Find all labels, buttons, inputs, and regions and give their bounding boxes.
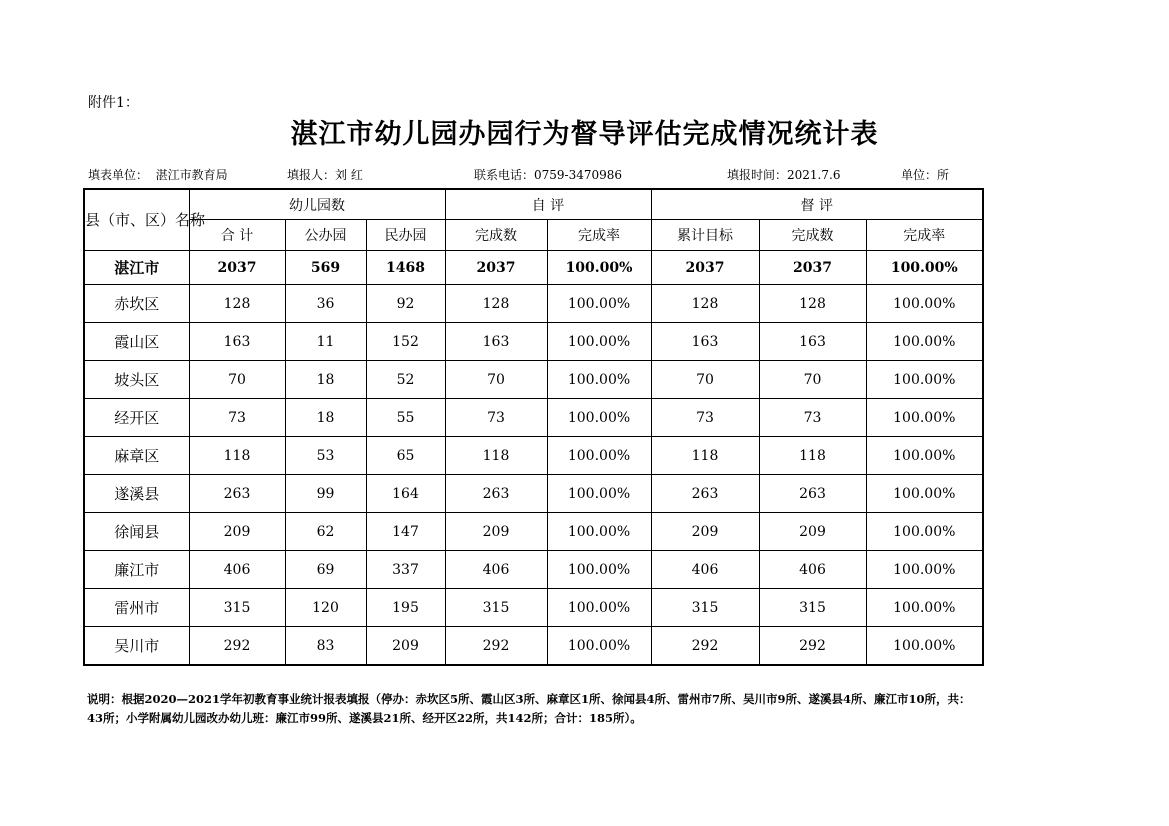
- total-cell: 209: [189, 513, 285, 551]
- private-cell: 152: [366, 323, 445, 361]
- supervision-rate-cell: 100.00%: [866, 551, 983, 589]
- self-rate-cell: 100.00%: [547, 399, 651, 437]
- public-cell: 36: [285, 285, 366, 323]
- self-done-cell: 209: [445, 513, 547, 551]
- supervision-rate-cell: 100.00%: [866, 437, 983, 475]
- target-cell: 406: [651, 551, 759, 589]
- supervision-done-cell: 209: [759, 513, 866, 551]
- self-evaluation-header: 自 评: [445, 189, 651, 220]
- public-cell: 99: [285, 475, 366, 513]
- supervision-done-header: 完成数: [759, 220, 866, 251]
- self-rate-cell: 100.00%: [547, 285, 651, 323]
- total-header: 合 计: [189, 220, 285, 251]
- public-header: 公办园: [285, 220, 366, 251]
- attachment-label: 附件1：: [88, 95, 139, 111]
- table-row: [84, 437, 983, 475]
- county-name-cell: 经开区: [84, 399, 189, 437]
- fill-unit-label: 填表单位：: [88, 168, 149, 182]
- fill-unit: [88, 166, 228, 183]
- total-cell: 163: [189, 323, 285, 361]
- private-cell: 195: [366, 589, 445, 627]
- supervision-done-cell: 2037: [759, 251, 866, 285]
- county-name-cell: 吴川市: [84, 627, 189, 666]
- county-name-cell: 雷州市: [84, 589, 189, 627]
- private-cell: 52: [366, 361, 445, 399]
- header-row-groups: [84, 189, 983, 220]
- table-row: [84, 513, 983, 551]
- self-done-cell: 263: [445, 475, 547, 513]
- self-rate-cell: 100.00%: [547, 551, 651, 589]
- county-name-cell: 遂溪县: [84, 475, 189, 513]
- supervision-done-cell: 118: [759, 437, 866, 475]
- statistics-table: [83, 188, 984, 666]
- supervision-done-cell: 163: [759, 323, 866, 361]
- county-name-cell: 徐闻县: [84, 513, 189, 551]
- self-rate-cell: 100.00%: [547, 251, 651, 285]
- supervision-rate-cell: 100.00%: [866, 627, 983, 666]
- self-done-cell: 73: [445, 399, 547, 437]
- self-rate-header: 完成率: [547, 220, 651, 251]
- public-cell: 69: [285, 551, 366, 589]
- public-cell: 18: [285, 361, 366, 399]
- private-cell: 92: [366, 285, 445, 323]
- county-name-cell: 霞山区: [84, 323, 189, 361]
- contact-phone: [474, 166, 622, 183]
- total-cell: 406: [189, 551, 285, 589]
- target-cell: 263: [651, 475, 759, 513]
- supervision-rate-cell: 100.00%: [866, 251, 983, 285]
- private-cell: 164: [366, 475, 445, 513]
- supervision-done-cell: 70: [759, 361, 866, 399]
- total-cell: 70: [189, 361, 285, 399]
- supervision-evaluation-header: 督 评: [651, 189, 983, 220]
- self-done-header: 完成数: [445, 220, 547, 251]
- public-cell: 11: [285, 323, 366, 361]
- header-row-columns: [84, 220, 983, 251]
- private-cell: 65: [366, 437, 445, 475]
- table-row: [84, 285, 983, 323]
- supervision-rate-cell: 100.00%: [866, 399, 983, 437]
- target-header: 累计目标: [651, 220, 759, 251]
- target-cell: 73: [651, 399, 759, 437]
- contact-phone-label: 联系电话：: [474, 168, 535, 182]
- fill-time-label: 填报时间：: [727, 168, 788, 182]
- supervision-rate-cell: 100.00%: [866, 475, 983, 513]
- public-cell: 62: [285, 513, 366, 551]
- fill-unit-value: 湛江市教育局: [155, 168, 228, 182]
- county-name-cell: 湛江市: [84, 251, 189, 285]
- county-name-cell: 麻章区: [84, 437, 189, 475]
- measure-unit: [901, 166, 949, 183]
- table-row: [84, 399, 983, 437]
- target-cell: 2037: [651, 251, 759, 285]
- target-cell: 163: [651, 323, 759, 361]
- target-cell: 118: [651, 437, 759, 475]
- self-done-cell: 118: [445, 437, 547, 475]
- page-title: 湛江市幼儿园办园行为督导评估完成情况统计表: [290, 119, 879, 150]
- self-done-cell: 315: [445, 589, 547, 627]
- kindergarten-count-header: 幼儿园数: [189, 189, 445, 220]
- target-cell: 128: [651, 285, 759, 323]
- self-done-cell: 406: [445, 551, 547, 589]
- supervision-rate-cell: 100.00%: [866, 323, 983, 361]
- supervision-done-cell: 406: [759, 551, 866, 589]
- supervision-rate-cell: 100.00%: [866, 361, 983, 399]
- supervision-done-cell: 315: [759, 589, 866, 627]
- measure-unit-label: 单位：: [901, 168, 938, 182]
- self-done-cell: 70: [445, 361, 547, 399]
- self-rate-cell: 100.00%: [547, 323, 651, 361]
- supervision-done-cell: 73: [759, 399, 866, 437]
- table-row: [84, 361, 983, 399]
- target-cell: 70: [651, 361, 759, 399]
- filler-value: 刘 红: [335, 168, 363, 182]
- supervision-rate-cell: 100.00%: [866, 285, 983, 323]
- total-cell: 73: [189, 399, 285, 437]
- target-cell: 292: [651, 627, 759, 666]
- public-cell: 83: [285, 627, 366, 666]
- table-row: [84, 627, 983, 666]
- self-rate-cell: 100.00%: [547, 361, 651, 399]
- self-rate-cell: 100.00%: [547, 513, 651, 551]
- table-row: [84, 323, 983, 361]
- self-rate-cell: 100.00%: [547, 589, 651, 627]
- table-row: [84, 475, 983, 513]
- city-total-row: [84, 251, 983, 285]
- self-done-cell: 128: [445, 285, 547, 323]
- county-name-cell: 赤坎区: [84, 285, 189, 323]
- public-cell: 120: [285, 589, 366, 627]
- private-cell: 55: [366, 399, 445, 437]
- total-cell: 315: [189, 589, 285, 627]
- public-cell: 569: [285, 251, 366, 285]
- total-cell: 292: [189, 627, 285, 666]
- private-cell: 1468: [366, 251, 445, 285]
- self-rate-cell: 100.00%: [547, 437, 651, 475]
- measure-unit-value: 所: [937, 168, 950, 182]
- supervision-rate-cell: 100.00%: [866, 513, 983, 551]
- supervision-rate-cell: 100.00%: [866, 589, 983, 627]
- county-name-cell: 坡头区: [84, 361, 189, 399]
- fill-time: [727, 166, 840, 183]
- self-done-cell: 292: [445, 627, 547, 666]
- self-rate-cell: 100.00%: [547, 627, 651, 666]
- public-cell: 53: [285, 437, 366, 475]
- self-done-cell: 163: [445, 323, 547, 361]
- self-done-cell: 2037: [445, 251, 547, 285]
- total-cell: 2037: [189, 251, 285, 285]
- target-cell: 209: [651, 513, 759, 551]
- total-cell: 128: [189, 285, 285, 323]
- explanation-note: 说明：根据2020—2021学年初教育事业统计报表填报（停办：赤坎区5所、霞山区3所、麻章区1所、徐闻县4所、雷州市7所、吴川市9所、遂溪县4所、廉江市10所，共：43所；小学附属幼儿园改办幼儿班：廉江市99所、遂溪县21所、经开区22所，共142所；合计：185所）。: [87, 692, 971, 725]
- supervision-done-cell: 292: [759, 627, 866, 666]
- county-name-header: 县（市、区）名称: [84, 189, 189, 251]
- total-cell: 118: [189, 437, 285, 475]
- table-row: [84, 589, 983, 627]
- total-cell: 263: [189, 475, 285, 513]
- supervision-rate-header: 完成率: [866, 220, 983, 251]
- private-cell: 147: [366, 513, 445, 551]
- private-header: 民办园: [366, 220, 445, 251]
- filler-label: 填报人：: [287, 168, 336, 182]
- target-cell: 315: [651, 589, 759, 627]
- public-cell: 18: [285, 399, 366, 437]
- county-name-cell: 廉江市: [84, 551, 189, 589]
- filler: [287, 166, 363, 183]
- contact-phone-value: 0759-3470986: [534, 168, 623, 182]
- fill-time-value: 2021.7.6: [787, 168, 841, 182]
- private-cell: 209: [366, 627, 445, 666]
- supervision-done-cell: 128: [759, 285, 866, 323]
- private-cell: 337: [366, 551, 445, 589]
- table-row: [84, 551, 983, 589]
- self-rate-cell: 100.00%: [547, 475, 651, 513]
- supervision-done-cell: 263: [759, 475, 866, 513]
